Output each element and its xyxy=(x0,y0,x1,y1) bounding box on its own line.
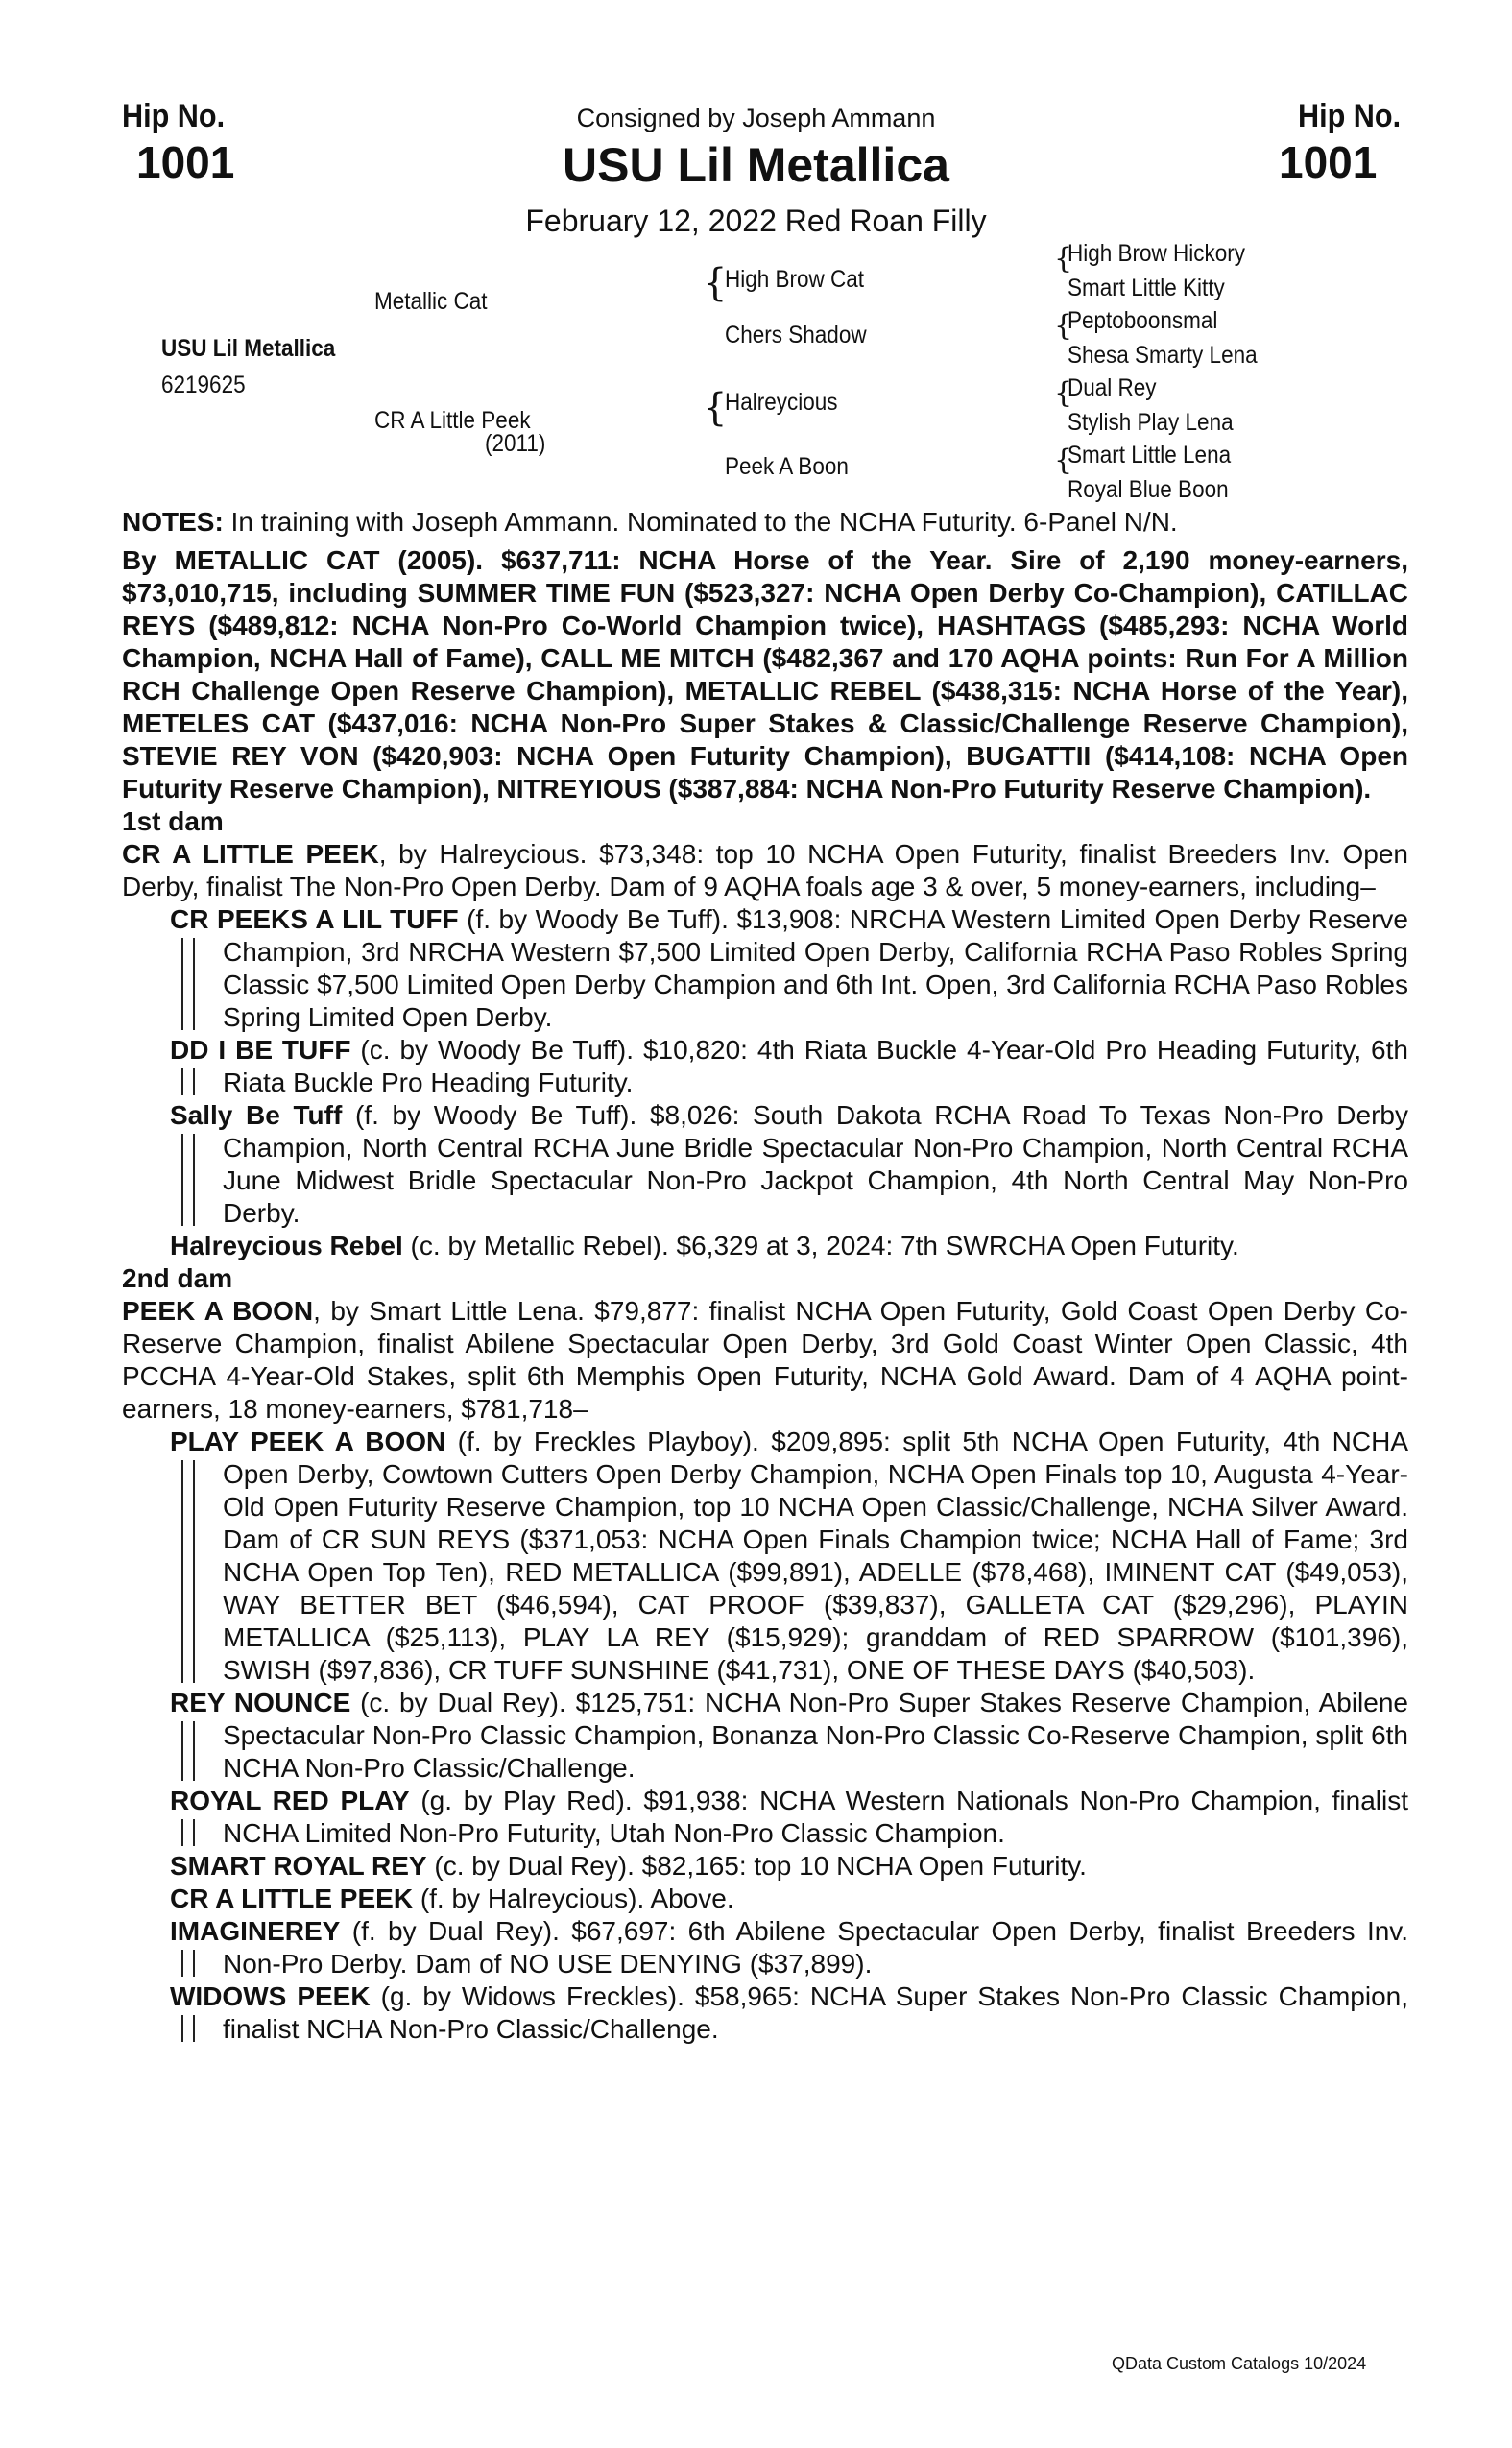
pedigree-dam: CR A Little Peek xyxy=(374,407,531,434)
produce-entry xyxy=(122,1426,1408,1687)
continuation-bars xyxy=(181,1134,195,1226)
pedigree-g6: Stylish Play Lena xyxy=(1068,409,1234,436)
catalog-body xyxy=(122,506,1408,2046)
second-dam-paragraph xyxy=(122,1295,1408,1426)
second-dam-name: PEEK A BOON xyxy=(122,1296,314,1326)
produce-entry xyxy=(122,1687,1408,1785)
produce-text: (c. by Metallic Rebel). $6,329 at 3, 2024: 7th SWRCHA Open Futurity. xyxy=(402,1231,1239,1260)
produce-text: (c. by Dual Rey). $82,165: top 10 NCHA Open Futurity. xyxy=(426,1851,1087,1881)
continuation-bars xyxy=(181,1819,195,1846)
pedigree-subject-reg: 6219625 xyxy=(161,372,246,398)
sire-text: By METALLIC CAT (2005). $637,711: NCHA Horse of the Year. Sire of 2,190 money-earners, $73,010,715, including SUMMER TIME FUN ($523,327: NCHA Open Derby Co-Champion), CATILLAC REYS ($489,812: NCHA Non-Pro Co-World Champion twice), HASHTAGS ($485,293: NCHA World Champion, NCHA Hall of Fame), CALL ME MITCH ($482,367 and 170 AQHA points: Run For A Million RCH Challenge Open Reserve Champion), METALLIC REBEL ($438,315: NCHA Horse of the Year), METELES CAT ($437,016: NCHA Non-Pro Super Stakes & Classic/Challenge Reserve Champion), STEVIE REY VON ($420,903: NCHA Open Futurity Champion), BUGATTII ($414,108: NCHA Open Futurity Reserve Champion), NITREYIOUS ($387,884: NCHA Non-Pro Futurity Reserve Champion). xyxy=(122,545,1408,804)
continuation-bars xyxy=(181,2015,195,2042)
pedigree-subject-name: USU Lil Metallica xyxy=(161,335,336,362)
pedigree-g7: Smart Little Lena xyxy=(1068,442,1232,468)
consigned-by: Consigned by Joseph Ammann xyxy=(576,104,936,132)
produce-name: Halreycious Rebel xyxy=(170,1231,403,1260)
produce-text: (c. by Woody Be Tuff). $10,820: 4th Riata Buckle 4-Year-Old Pro Heading Futurity, 6th Riata Buckle Pro Heading Futurity. xyxy=(223,1035,1408,1097)
produce-name: REY NOUNCE xyxy=(170,1688,351,1717)
pedigree-sire-dam: Chers Shadow xyxy=(725,322,867,348)
pedigree-dam-sire: Halreycious xyxy=(725,389,838,416)
produce-entry xyxy=(122,1883,1408,1915)
pedigree-g1: High Brow Hickory xyxy=(1068,240,1246,267)
produce-entry xyxy=(122,1850,1408,1883)
produce-text: (f. by Woody Be Tuff). $8,026: South Dakota RCHA Road To Texas Non-Pro Derby Champion, North Central RCHA June Bridle Spectacular Non-Pro Champion, North Central RCHA June Midwest Bridle Spectacular Non-Pro Jackpot Champion, 4th North Central May Non-Pro Derby. xyxy=(223,1100,1408,1228)
produce-text: (g. by Play Red). $91,938: NCHA Western Nationals Non-Pro Champion, finalist NCHA Limited Non-Pro Futurity, Utah Non-Pro Classic Champion. xyxy=(223,1786,1408,1848)
hip-label-left: Hip No. xyxy=(122,98,226,134)
first-dam-heading: 1st dam xyxy=(122,806,224,836)
produce-entry xyxy=(122,1099,1408,1230)
produce-name: WIDOWS PEEK xyxy=(170,1981,371,2011)
produce-name: ROYAL RED PLAY xyxy=(170,1786,410,1815)
sire-paragraph xyxy=(122,544,1408,805)
pedigree-g5: Dual Rey xyxy=(1068,374,1157,401)
pedigree-g2: Smart Little Kitty xyxy=(1068,275,1225,301)
continuation-bars xyxy=(181,1460,195,1683)
produce-name: CR A LITTLE PEEK xyxy=(170,1884,414,1913)
brace-g1-icon: { xyxy=(1054,242,1073,276)
produce-text: (c. by Dual Rey). $125,751: NCHA Non-Pro Super Stakes Reserve Champion, Abilene Spectacular Non-Pro Classic Champion, Bonanza Non-Pro Classic Co-Reserve Champion, split 6th NCHA Non-Pro Classic/Challenge. xyxy=(223,1688,1408,1783)
first-dam-name: CR A LITTLE PEEK xyxy=(122,839,379,869)
produce-text: (f. by Dual Rey). $67,697: 6th Abilene Spectacular Open Derby, finalist Breeders Inv. Non-Pro Derby. Dam of NO USE DENYING ($37,899). xyxy=(223,1916,1408,1979)
first-dam-paragraph xyxy=(122,838,1408,903)
produce-name: PLAY PEEK A BOON xyxy=(170,1427,446,1456)
horse-name-title: USU Lil Metallica xyxy=(563,138,949,192)
produce-entry xyxy=(122,1230,1408,1262)
hip-number-left: 1001 xyxy=(136,137,235,187)
second-dam-text: , by Smart Little Lena. $79,877: finalist NCHA Open Futurity, Gold Coast Open Derby Co-Reserve Champion, finalist Abilene Spectacular Open Derby, 3rd Gold Coast Winter Open Classic, 4th PCCHA 4-Year-Old Stakes, split 6th Memphis Open Futurity, NCHA Gold Award. Dam of 4 AQHA point-earners, 18 money-earners, $781,718– xyxy=(122,1296,1408,1424)
hip-label-right: Hip No. xyxy=(1298,98,1402,134)
produce-name: SMART ROYAL REY xyxy=(170,1851,427,1881)
produce-name: CR PEEKS A LIL TUFF xyxy=(170,904,459,934)
continuation-bars xyxy=(181,938,195,1030)
brace-g4-icon: { xyxy=(1054,444,1073,477)
produce-name: DD I BE TUFF xyxy=(170,1035,351,1065)
produce-text: (f. by Halreycious). Above. xyxy=(413,1884,734,1913)
brace-sire-icon: { xyxy=(703,261,728,305)
hip-number-right: 1001 xyxy=(1279,137,1378,187)
foal-date-line: February 12, 2022 Red Roan Filly xyxy=(525,204,987,238)
produce-name: IMAGINEREY xyxy=(170,1916,341,1946)
second-dam-produce-list xyxy=(122,1426,1408,2046)
pedigree-dam-dam: Peek A Boon xyxy=(725,453,849,480)
first-dam-produce-list xyxy=(122,903,1408,1262)
continuation-bars xyxy=(181,1950,195,1977)
produce-name: Sally Be Tuff xyxy=(170,1100,343,1130)
produce-entry xyxy=(122,1785,1408,1850)
produce-entry xyxy=(122,1980,1408,2046)
produce-entry xyxy=(122,1034,1408,1099)
pedigree-g3: Peptoboonsmal xyxy=(1068,307,1218,334)
notes-paragraph xyxy=(122,506,1408,539)
notes-label: NOTES: xyxy=(122,507,224,537)
continuation-bars xyxy=(181,1068,195,1095)
pedigree-sire-sire: High Brow Cat xyxy=(725,266,865,293)
produce-text: (f. by Freckles Playboy). $209,895: split 5th NCHA Open Futurity, 4th NCHA Open Derby, Cowtown Cutters Open Derby Champion, NCHA Open Finals top 10, Augusta 4-Year-Old Open Futurity Reserve Champion, top 10 NCHA Open Classic/Challenge, NCHA Silver Award. Dam of CR SUN REYS ($371,053: NCHA Open Finals Champion twice; NCHA Hall of Fame; 3rd NCHA Open Top Ten), RED METALLICA ($99,891), ADELLE ($78,468), IMINENT CAT ($49,053), WAY BETTER BET ($46,594), CAT PROOF ($39,837), GALLETA CAT ($29,296), PLAYIN METALLICA ($25,113), PLAY LA REY ($15,929); granddam of RED SPARROW ($101,396), SWISH ($97,836), CR TUFF SUNSHINE ($41,731), ONE OF THESE DAYS ($40,503). xyxy=(223,1427,1409,1685)
pedigree-dam-year: (2011) xyxy=(485,430,546,457)
pedigree-g8: Royal Blue Boon xyxy=(1068,476,1229,503)
brace-g2-icon: { xyxy=(1054,309,1073,343)
produce-text: (g. by Widows Freckles). $58,965: NCHA Super Stakes Non-Pro Classic Champion, finalist NCHA Non-Pro Classic/Challenge. xyxy=(223,1981,1409,2044)
continuation-bars xyxy=(181,1721,195,1781)
footer-credit: QData Custom Catalogs 10/2024 xyxy=(1112,2354,1367,2373)
pedigree-sire: Metallic Cat xyxy=(374,288,488,315)
notes-text: In training with Joseph Ammann. Nominated to the NCHA Futurity. 6-Panel N/N. xyxy=(223,507,1178,537)
produce-text: (f. by Woody Be Tuff). $13,908: NRCHA Western Limited Open Derby Reserve Champion, 3rd NRCHA Western $7,500 Limited Open Derby, California RCHA Paso Robles Spring Classic $7,500 Limited Open Derby Champion and 6th Int. Open, 3rd California RCHA Paso Robles Spring Limited Open Derby. xyxy=(223,904,1409,1032)
second-dam-heading: 2nd dam xyxy=(122,1263,233,1293)
brace-dam-icon: { xyxy=(703,386,728,430)
produce-entry xyxy=(122,903,1408,1034)
pedigree-g4: Shesa Smarty Lena xyxy=(1068,342,1258,369)
produce-entry xyxy=(122,1915,1408,1980)
brace-g3-icon: { xyxy=(1054,376,1073,410)
first-dam-text: , by Halreycious. $73,348: top 10 NCHA Open Futurity, finalist Breeders Inv. Open Derby, finalist The Non-Pro Open Derby. Dam of 9 AQHA foals age 3 & over, 5 money-earners, including– xyxy=(122,839,1409,901)
